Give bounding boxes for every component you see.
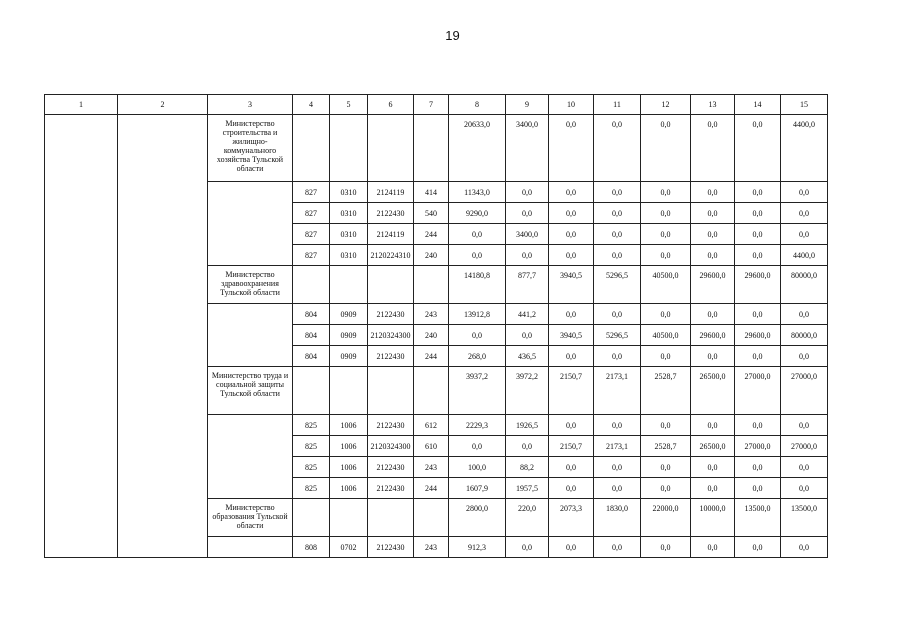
data-cell: 0,0 [449, 245, 506, 266]
column-header-8: 8 [449, 95, 506, 115]
column-header-6: 6 [368, 95, 414, 115]
blank-cell [208, 182, 293, 266]
data-cell: 2122430 [368, 346, 414, 367]
empty-cell [330, 115, 368, 182]
data-cell: 808 [293, 537, 330, 558]
data-cell: 827 [293, 203, 330, 224]
data-cell: 0,0 [506, 245, 549, 266]
data-cell: 29600,0 [691, 325, 735, 346]
data-cell: 804 [293, 325, 330, 346]
total-cell: 3972,2 [506, 367, 549, 415]
data-cell: 2120324300 [368, 325, 414, 346]
data-cell: 2528,7 [641, 436, 691, 457]
data-cell: 0,0 [594, 457, 641, 478]
data-cell: 268,0 [449, 346, 506, 367]
data-cell: 0,0 [781, 537, 828, 558]
data-cell: 0310 [330, 203, 368, 224]
total-cell: 22000,0 [641, 499, 691, 537]
data-cell: 0,0 [506, 436, 549, 457]
empty-cell [368, 115, 414, 182]
data-cell: 0,0 [781, 182, 828, 203]
data-cell: 27000,0 [781, 436, 828, 457]
data-cell: 0,0 [691, 346, 735, 367]
data-cell: 825 [293, 436, 330, 457]
total-cell: 3400,0 [506, 115, 549, 182]
data-cell: 0,0 [641, 457, 691, 478]
data-cell: 0,0 [594, 224, 641, 245]
data-cell: 40500,0 [641, 325, 691, 346]
empty-cell [330, 266, 368, 304]
data-cell: 0,0 [594, 537, 641, 558]
total-cell: 2800,0 [449, 499, 506, 537]
total-cell: 0,0 [549, 115, 594, 182]
column-header-5: 5 [330, 95, 368, 115]
column-1-cell [45, 115, 118, 558]
data-cell: 2122430 [368, 457, 414, 478]
total-cell: 80000,0 [781, 266, 828, 304]
column-header-10: 10 [549, 95, 594, 115]
table-body [45, 115, 828, 558]
data-cell: 912,3 [449, 537, 506, 558]
data-cell: 4400,0 [781, 245, 828, 266]
data-cell: 0,0 [781, 304, 828, 325]
column-header-1: 1 [45, 95, 118, 115]
data-cell: 0909 [330, 325, 368, 346]
blank-cell [208, 304, 293, 367]
org-name: Министерство образования Тульской области [208, 499, 293, 537]
data-cell: 240 [414, 325, 449, 346]
data-cell: 0,0 [735, 304, 781, 325]
data-cell: 0,0 [506, 537, 549, 558]
total-cell: 27000,0 [781, 367, 828, 415]
data-cell: 0,0 [735, 224, 781, 245]
data-cell: 243 [414, 457, 449, 478]
data-cell: 0,0 [549, 537, 594, 558]
data-cell: 0,0 [735, 346, 781, 367]
data-cell: 610 [414, 436, 449, 457]
data-cell: 3940,5 [549, 325, 594, 346]
total-cell: 0,0 [594, 115, 641, 182]
data-cell: 436,5 [506, 346, 549, 367]
data-cell: 827 [293, 224, 330, 245]
data-cell: 441,2 [506, 304, 549, 325]
data-cell: 1006 [330, 415, 368, 436]
data-cell: 2173,1 [594, 436, 641, 457]
header-row [45, 95, 828, 115]
empty-cell [368, 266, 414, 304]
org-name: Министерство строительства и жилищно-коммунального хозяйства Тульской области [208, 115, 293, 182]
data-cell: 0,0 [549, 224, 594, 245]
total-cell: 27000,0 [735, 367, 781, 415]
data-cell: 0,0 [549, 182, 594, 203]
data-cell: 29600,0 [735, 325, 781, 346]
page-number: 19 [445, 28, 460, 43]
data-cell: 804 [293, 346, 330, 367]
data-cell: 0,0 [781, 415, 828, 436]
column-header-12: 12 [641, 95, 691, 115]
data-cell: 1926,5 [506, 415, 549, 436]
empty-cell [293, 499, 330, 537]
total-cell: 3940,5 [549, 266, 594, 304]
data-cell: 540 [414, 203, 449, 224]
data-cell: 0,0 [781, 457, 828, 478]
data-cell: 0,0 [641, 415, 691, 436]
data-cell: 27000,0 [735, 436, 781, 457]
empty-cell [293, 115, 330, 182]
data-cell: 0,0 [449, 325, 506, 346]
data-cell: 0,0 [449, 224, 506, 245]
data-cell: 0,0 [594, 346, 641, 367]
data-cell: 0702 [330, 537, 368, 558]
data-cell: 0,0 [506, 182, 549, 203]
data-cell: 2124119 [368, 182, 414, 203]
total-cell: 4400,0 [781, 115, 828, 182]
data-cell: 1957,5 [506, 478, 549, 499]
data-cell: 80000,0 [781, 325, 828, 346]
data-cell: 0,0 [594, 245, 641, 266]
total-cell: 2173,1 [594, 367, 641, 415]
empty-cell [368, 367, 414, 415]
data-cell: 0,0 [506, 325, 549, 346]
data-cell: 244 [414, 224, 449, 245]
column-header-2: 2 [118, 95, 208, 115]
total-cell: 2150,7 [549, 367, 594, 415]
data-cell: 2124119 [368, 224, 414, 245]
total-cell: 2528,7 [641, 367, 691, 415]
data-cell: 0,0 [691, 224, 735, 245]
data-cell: 2122430 [368, 203, 414, 224]
data-cell: 0,0 [691, 182, 735, 203]
column-header-7: 7 [414, 95, 449, 115]
data-cell: 0,0 [691, 304, 735, 325]
empty-cell [368, 499, 414, 537]
empty-cell [293, 367, 330, 415]
data-cell: 0,0 [594, 203, 641, 224]
data-cell: 88,2 [506, 457, 549, 478]
total-cell: 14180,8 [449, 266, 506, 304]
data-cell: 0,0 [549, 415, 594, 436]
data-cell: 1006 [330, 478, 368, 499]
data-cell: 0909 [330, 304, 368, 325]
budget-table [44, 94, 828, 558]
total-cell: 29600,0 [691, 266, 735, 304]
data-cell: 11343,0 [449, 182, 506, 203]
data-cell: 0,0 [549, 346, 594, 367]
column-header-4: 4 [293, 95, 330, 115]
column-header-9: 9 [506, 95, 549, 115]
column-header-3: 3 [208, 95, 293, 115]
data-cell: 825 [293, 457, 330, 478]
blank-cell [208, 415, 293, 499]
empty-cell [330, 367, 368, 415]
data-cell: 0,0 [594, 182, 641, 203]
org-name: Министерство здравоохранения Тульской области [208, 266, 293, 304]
total-cell: 40500,0 [641, 266, 691, 304]
total-cell: 2073,3 [549, 499, 594, 537]
data-cell: 0,0 [641, 537, 691, 558]
data-cell: 5296,5 [594, 325, 641, 346]
total-cell: 0,0 [691, 115, 735, 182]
total-cell: 10000,0 [691, 499, 735, 537]
data-cell: 0,0 [641, 304, 691, 325]
data-cell: 100,0 [449, 457, 506, 478]
data-cell: 0,0 [641, 346, 691, 367]
org-row [45, 115, 828, 182]
total-cell: 13500,0 [781, 499, 828, 537]
data-cell: 240 [414, 245, 449, 266]
total-cell: 0,0 [641, 115, 691, 182]
data-cell: 26500,0 [691, 436, 735, 457]
data-cell: 804 [293, 304, 330, 325]
data-cell: 825 [293, 478, 330, 499]
data-cell: 0,0 [549, 304, 594, 325]
column-header-15: 15 [781, 95, 828, 115]
data-cell: 0,0 [735, 203, 781, 224]
total-cell: 3937,2 [449, 367, 506, 415]
data-cell: 243 [414, 537, 449, 558]
data-cell: 13912,8 [449, 304, 506, 325]
data-cell: 2150,7 [549, 436, 594, 457]
data-cell: 0,0 [641, 203, 691, 224]
data-cell: 0,0 [691, 478, 735, 499]
data-cell: 2122430 [368, 478, 414, 499]
data-cell: 0,0 [691, 537, 735, 558]
data-cell: 0909 [330, 346, 368, 367]
data-cell: 0,0 [735, 478, 781, 499]
total-cell: 220,0 [506, 499, 549, 537]
data-cell: 0310 [330, 224, 368, 245]
empty-cell [414, 499, 449, 537]
data-cell: 2122430 [368, 304, 414, 325]
data-cell: 2120224310 [368, 245, 414, 266]
data-cell: 0,0 [781, 203, 828, 224]
total-cell: 20633,0 [449, 115, 506, 182]
data-cell: 0,0 [735, 415, 781, 436]
data-cell: 827 [293, 182, 330, 203]
data-cell: 9290,0 [449, 203, 506, 224]
data-cell: 2229,3 [449, 415, 506, 436]
data-cell: 244 [414, 346, 449, 367]
total-cell: 877,7 [506, 266, 549, 304]
data-cell: 0,0 [691, 245, 735, 266]
data-cell: 827 [293, 245, 330, 266]
column-2-cell [118, 115, 208, 558]
blank-cell [208, 537, 293, 558]
data-cell: 0310 [330, 245, 368, 266]
column-header-14: 14 [735, 95, 781, 115]
column-header-13: 13 [691, 95, 735, 115]
data-cell: 0310 [330, 182, 368, 203]
total-cell: 0,0 [735, 115, 781, 182]
data-cell: 0,0 [781, 224, 828, 245]
data-cell: 825 [293, 415, 330, 436]
data-cell: 414 [414, 182, 449, 203]
total-cell: 29600,0 [735, 266, 781, 304]
data-cell: 0,0 [549, 478, 594, 499]
data-cell: 0,0 [691, 457, 735, 478]
total-cell: 26500,0 [691, 367, 735, 415]
data-cell: 1006 [330, 457, 368, 478]
empty-cell [330, 499, 368, 537]
data-cell: 0,0 [594, 478, 641, 499]
data-cell: 0,0 [549, 245, 594, 266]
data-cell: 1607,9 [449, 478, 506, 499]
data-cell: 0,0 [735, 457, 781, 478]
data-cell: 0,0 [641, 182, 691, 203]
data-cell: 243 [414, 304, 449, 325]
data-cell: 0,0 [781, 346, 828, 367]
data-cell: 1006 [330, 436, 368, 457]
empty-cell [414, 115, 449, 182]
data-cell: 0,0 [735, 537, 781, 558]
data-cell: 3400,0 [506, 224, 549, 245]
data-cell: 244 [414, 478, 449, 499]
data-cell: 0,0 [594, 304, 641, 325]
data-cell: 2122430 [368, 415, 414, 436]
data-cell: 0,0 [549, 457, 594, 478]
empty-cell [414, 367, 449, 415]
data-cell: 0,0 [506, 203, 549, 224]
data-cell: 0,0 [641, 478, 691, 499]
data-cell: 0,0 [594, 415, 641, 436]
data-cell: 0,0 [549, 203, 594, 224]
data-cell: 2122430 [368, 537, 414, 558]
data-cell: 0,0 [641, 245, 691, 266]
data-cell: 612 [414, 415, 449, 436]
data-cell: 0,0 [781, 478, 828, 499]
org-name: Министерство труда и социальной защиты Тульской области [208, 367, 293, 415]
total-cell: 1830,0 [594, 499, 641, 537]
total-cell: 13500,0 [735, 499, 781, 537]
empty-cell [414, 266, 449, 304]
data-cell: 0,0 [691, 203, 735, 224]
data-cell: 0,0 [735, 245, 781, 266]
data-cell: 0,0 [641, 224, 691, 245]
data-cell: 0,0 [691, 415, 735, 436]
column-header-11: 11 [594, 95, 641, 115]
empty-cell [293, 266, 330, 304]
data-cell: 0,0 [735, 182, 781, 203]
total-cell: 5296,5 [594, 266, 641, 304]
data-cell: 2120324300 [368, 436, 414, 457]
data-cell: 0,0 [449, 436, 506, 457]
